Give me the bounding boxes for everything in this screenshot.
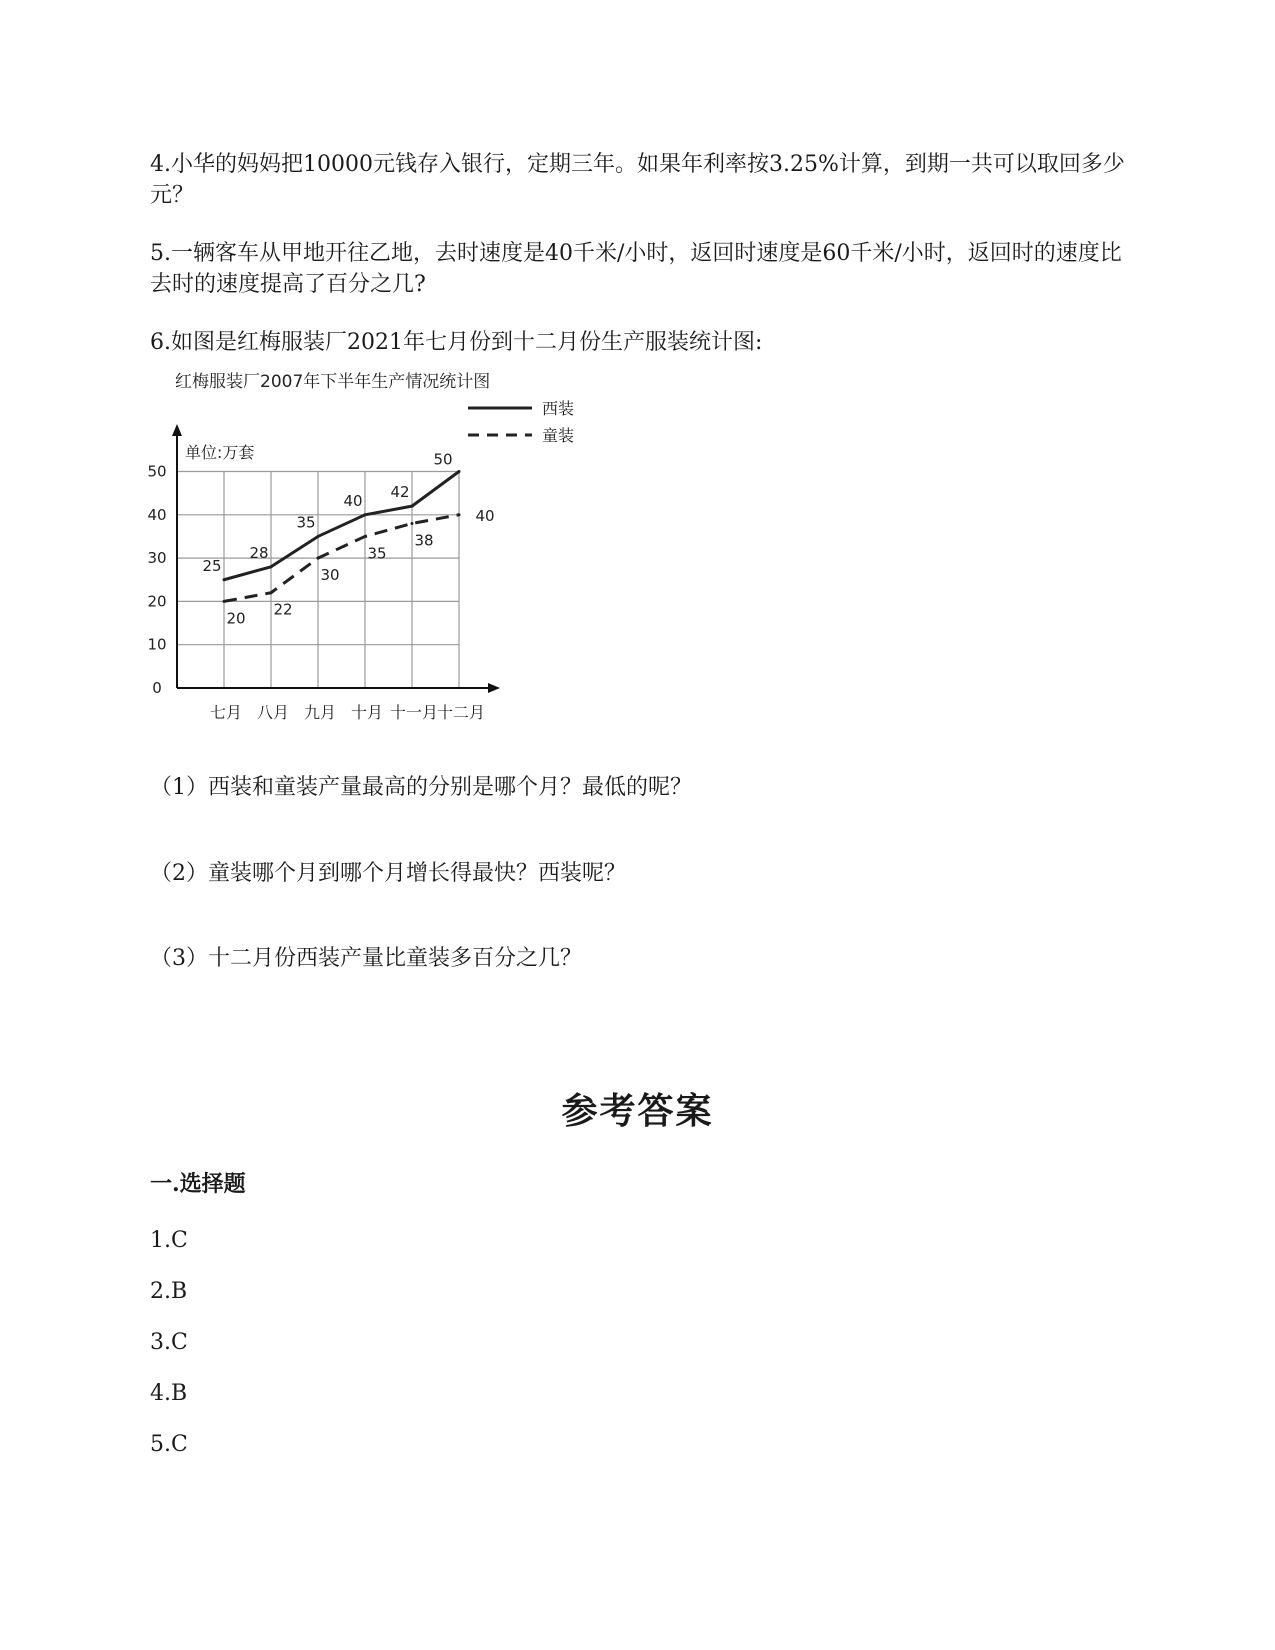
data-point: [364, 535, 367, 538]
answer-item: 4.B: [150, 1381, 188, 1406]
y-tick-label: 50: [147, 462, 167, 481]
question-6: 6.如图是红梅服装厂2021年七月份到十二月份生产服装统计图:: [150, 330, 763, 355]
data-label: 38: [414, 531, 434, 550]
x-tick-labels: [210, 703, 485, 722]
section-heading: 一.选择题: [150, 1171, 246, 1197]
data-point: [223, 600, 226, 603]
data-point: [317, 535, 320, 538]
data-point: [364, 513, 367, 516]
data-label: 40: [475, 506, 495, 525]
data-label: 50: [433, 450, 453, 469]
data-point: [317, 557, 320, 560]
x-tick-label: 十二月: [436, 703, 486, 722]
x-tick-label: 七月: [209, 703, 243, 722]
line-chart: [140, 372, 620, 762]
y-tick-labels: [147, 463, 166, 698]
data-point: [458, 513, 461, 516]
question-6-part-3: （3）十二月份西装产量比童装多百分之几？: [150, 946, 582, 971]
legend-label: 西装: [542, 399, 575, 418]
chart-title: 红梅服装厂2007年下半年生产情况统计图: [175, 372, 491, 392]
series-line-suit: [224, 472, 459, 580]
data-label: 22: [273, 600, 293, 619]
data-point: [411, 522, 414, 525]
data-point: [270, 591, 273, 594]
data-label: 40: [343, 491, 363, 510]
data-label: 35: [296, 513, 316, 532]
answer-item: 2.B: [150, 1279, 188, 1304]
data-point: [223, 578, 226, 581]
data-label: 30: [320, 566, 340, 585]
y-tick-label: 30: [147, 549, 167, 568]
unit-label: 单位:万套: [185, 443, 255, 462]
question-4: 4.小华的妈妈把10000元钱存入银行，定期三年。如果年利率按3.25%计算，到期一共可以取回多少元？: [150, 152, 1125, 208]
data-point: [458, 470, 461, 473]
x-tick-label: 九月: [303, 703, 337, 722]
x-axis-arrow: [488, 683, 500, 693]
data-label: 28: [249, 543, 269, 562]
answer-item: 3.C: [150, 1330, 188, 1355]
y-axis-arrow: [172, 424, 182, 436]
data-point: [411, 505, 414, 508]
answers-title: 参考答案: [561, 1090, 714, 1132]
data-label: 35: [367, 544, 387, 563]
question-5: 5.一辆客车从甲地开往乙地，去时速度是40千米/小时，返回时速度是60千米/小时，返回时的速度比去时的速度提高了百分之几?: [150, 241, 1122, 297]
question-6-part-1: （1）西装和童装产量最高的分别是哪个月？最低的呢？: [150, 775, 692, 800]
x-tick-label: 八月: [256, 703, 290, 722]
x-tick-label: 十一月: [389, 703, 439, 722]
chart-legend: [468, 399, 574, 445]
data-point: [270, 565, 273, 568]
y-tick-label: 0: [152, 679, 162, 697]
data-label: 20: [226, 609, 246, 628]
y-tick-label: 10: [147, 635, 167, 654]
y-tick-label: 20: [147, 592, 167, 611]
data-label: 25: [202, 556, 222, 575]
x-tick-label: 十月: [350, 703, 384, 722]
answer-item: 1.C: [150, 1228, 188, 1253]
data-label: 42: [390, 483, 410, 502]
question-6-part-2: （2）童装哪个月到哪个月增长得最快？西装呢？: [150, 861, 626, 886]
answer-item: 5.C: [150, 1432, 188, 1457]
legend-label: 童装: [542, 426, 575, 445]
y-tick-label: 40: [147, 505, 167, 524]
